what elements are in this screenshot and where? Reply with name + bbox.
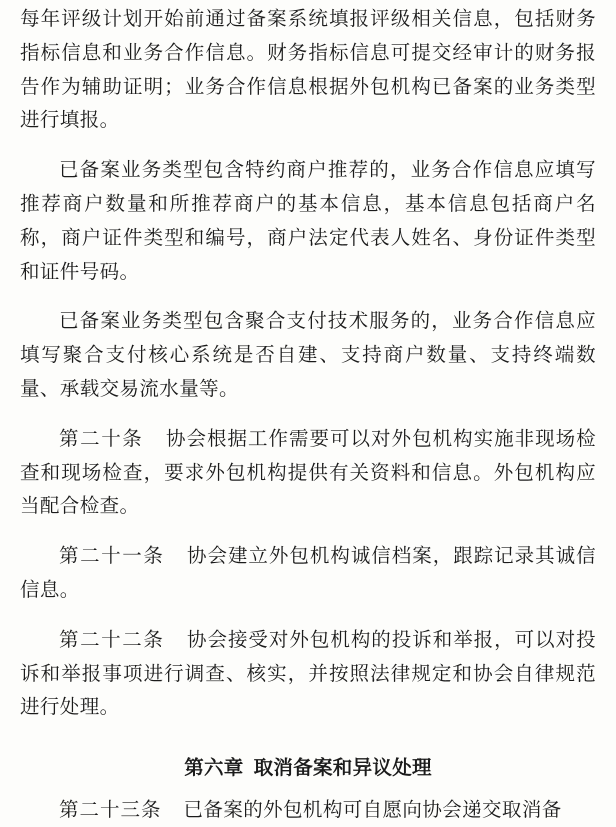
chapter-title: 取消备案和异议处理 — [253, 756, 432, 780]
article-23-text: 已备案的外包机构可自愿向协会递交取消备 — [183, 798, 562, 822]
article-21 — [20, 539, 596, 607]
chapter-number: 第六章 — [184, 756, 244, 780]
paragraph-merchant-recommendation: 已备案业务类型包含特约商户推荐的，业务合作信息应填写推荐商户数量和所推荐商户的基本信息，基本信息包括商户名称，商户证件类型和编号，商户法定代表人姓名、身份证件类型和证件号码。 — [20, 158, 596, 283]
paragraph-aggregate-payment: 已备案业务类型包含聚合支付技术服务的，业务合作信息应填写聚合支付核心系统是否自建、支持商户数量、支持终端数量、承载交易流水量等。 — [20, 309, 596, 400]
article-21-text: 协会建立外包机构诚信档案，跟踪记录其诚信信息。 — [20, 544, 596, 601]
article-20-label: 第二十条 — [59, 426, 144, 450]
chapter-heading — [20, 751, 596, 785]
article-20-text: 协会根据工作需要可以对外包机构实施非现场检查和现场检查，要求外包机构提供有关资料和信息。外包机构应当配合检查。 — [20, 426, 596, 518]
article-22-text: 协会接受对外包机构的投诉和举报，可以对投诉和举报事项进行调查、核实，并按照法律规定和协会自律规范进行处理。 — [20, 627, 596, 719]
article-22 — [20, 623, 596, 724]
article-20 — [20, 422, 596, 523]
paragraph-rating-info: 每年评级计划开始前通过备案系统填报评级相关信息，包括财务指标信息和业务合作信息。财务指标信息可提交经审计的财务报告作为辅助证明；业务合作信息根据外包机构已备案的业务类型进行填报。 — [20, 7, 596, 132]
article-22-label: 第二十二条 — [59, 627, 165, 651]
article-23-label: 第二十三条 — [59, 798, 162, 822]
article-21-label: 第二十一条 — [59, 544, 165, 568]
article-23 — [20, 793, 596, 827]
